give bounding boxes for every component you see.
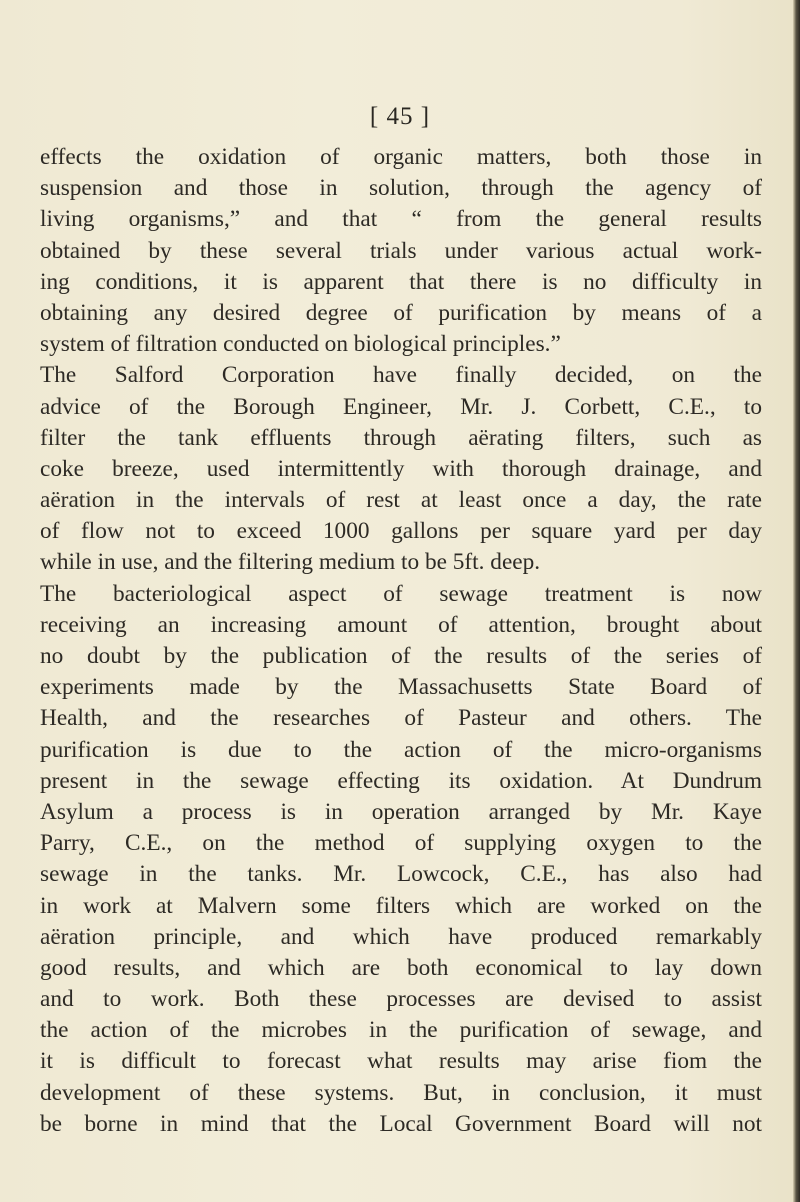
text-line: and to work. Both these processes are devised to assist bbox=[40, 986, 762, 1013]
text-line: good results, and which are both economical to lay down bbox=[40, 954, 762, 981]
text-line: of flow not to exceed 1000 gallons per square yard per day bbox=[40, 518, 762, 545]
text-line: development of these systems. But, in conclusion, it must bbox=[40, 1079, 762, 1106]
text-line: obtaining any desired degree of purification by means of a bbox=[40, 299, 762, 326]
text-line: advice of the Borough Engineer, Mr. J. Corbett, C.E., to bbox=[40, 393, 762, 420]
text-line: in work at Malvern some filters which are worked on the bbox=[40, 892, 762, 919]
text-line: the action of the microbes in the purification of sewage, and bbox=[40, 1017, 762, 1044]
text-line: living organisms,” and that “ from the general results bbox=[40, 206, 762, 233]
page-edge-shadow bbox=[793, 0, 800, 1202]
text-line: aëration principle, and which have produced remarkably bbox=[40, 923, 762, 950]
text-line: experiments made by the Massachusetts State Board of bbox=[40, 674, 762, 701]
text-line: purification is due to the action of the micro-organisms bbox=[40, 736, 762, 763]
text-line: receiving an increasing amount of attention, brought about bbox=[40, 611, 762, 638]
text-line: present in the sewage effecting its oxidation. At Dundrum bbox=[40, 767, 762, 794]
text-line: be borne in mind that the Local Government Board will not bbox=[40, 1110, 762, 1137]
text-line: suspension and those in solution, through the agency of bbox=[40, 175, 762, 202]
text-line: Health, and the researches of Pasteur and others. The bbox=[40, 705, 762, 732]
body-text bbox=[40, 142, 762, 1140]
text-line: coke breeze, used intermittently with thorough drainage, and bbox=[40, 455, 762, 482]
text-line: while in use, and the filtering medium to be 5ft. deep. bbox=[40, 549, 541, 576]
text-line: system of filtration conducted on biological principles.” bbox=[40, 331, 561, 358]
text-line: sewage in the tanks. Mr. Lowcock, C.E., has also had bbox=[40, 861, 762, 888]
page-number: [ 45 ] bbox=[369, 103, 431, 130]
text-line: ing conditions, it is apparent that there is no difficulty in bbox=[40, 268, 762, 295]
text-line: it is difficult to forecast what results may arise fiom the bbox=[40, 1048, 762, 1075]
text-line: The Salford Corporation have finally decided, on the bbox=[40, 362, 762, 389]
text-line: obtained by these several trials under various actual work- bbox=[40, 237, 762, 264]
text-line: Parry, C.E., on the method of supplying oxygen to the bbox=[40, 830, 762, 857]
text-line: The bacteriological aspect of sewage treatment is now bbox=[40, 580, 762, 607]
text-line: no doubt by the publication of the results of the series of bbox=[40, 643, 762, 669]
text-line: filter the tank effluents through aërating filters, such as bbox=[40, 424, 762, 451]
text-line: effects the oxidation of organic matters, both those in bbox=[40, 144, 762, 170]
text-line: aëration in the intervals of rest at least once a day, the rate bbox=[40, 487, 762, 514]
text-line: Asylum a process is in operation arranged by Mr. Kaye bbox=[40, 798, 762, 825]
